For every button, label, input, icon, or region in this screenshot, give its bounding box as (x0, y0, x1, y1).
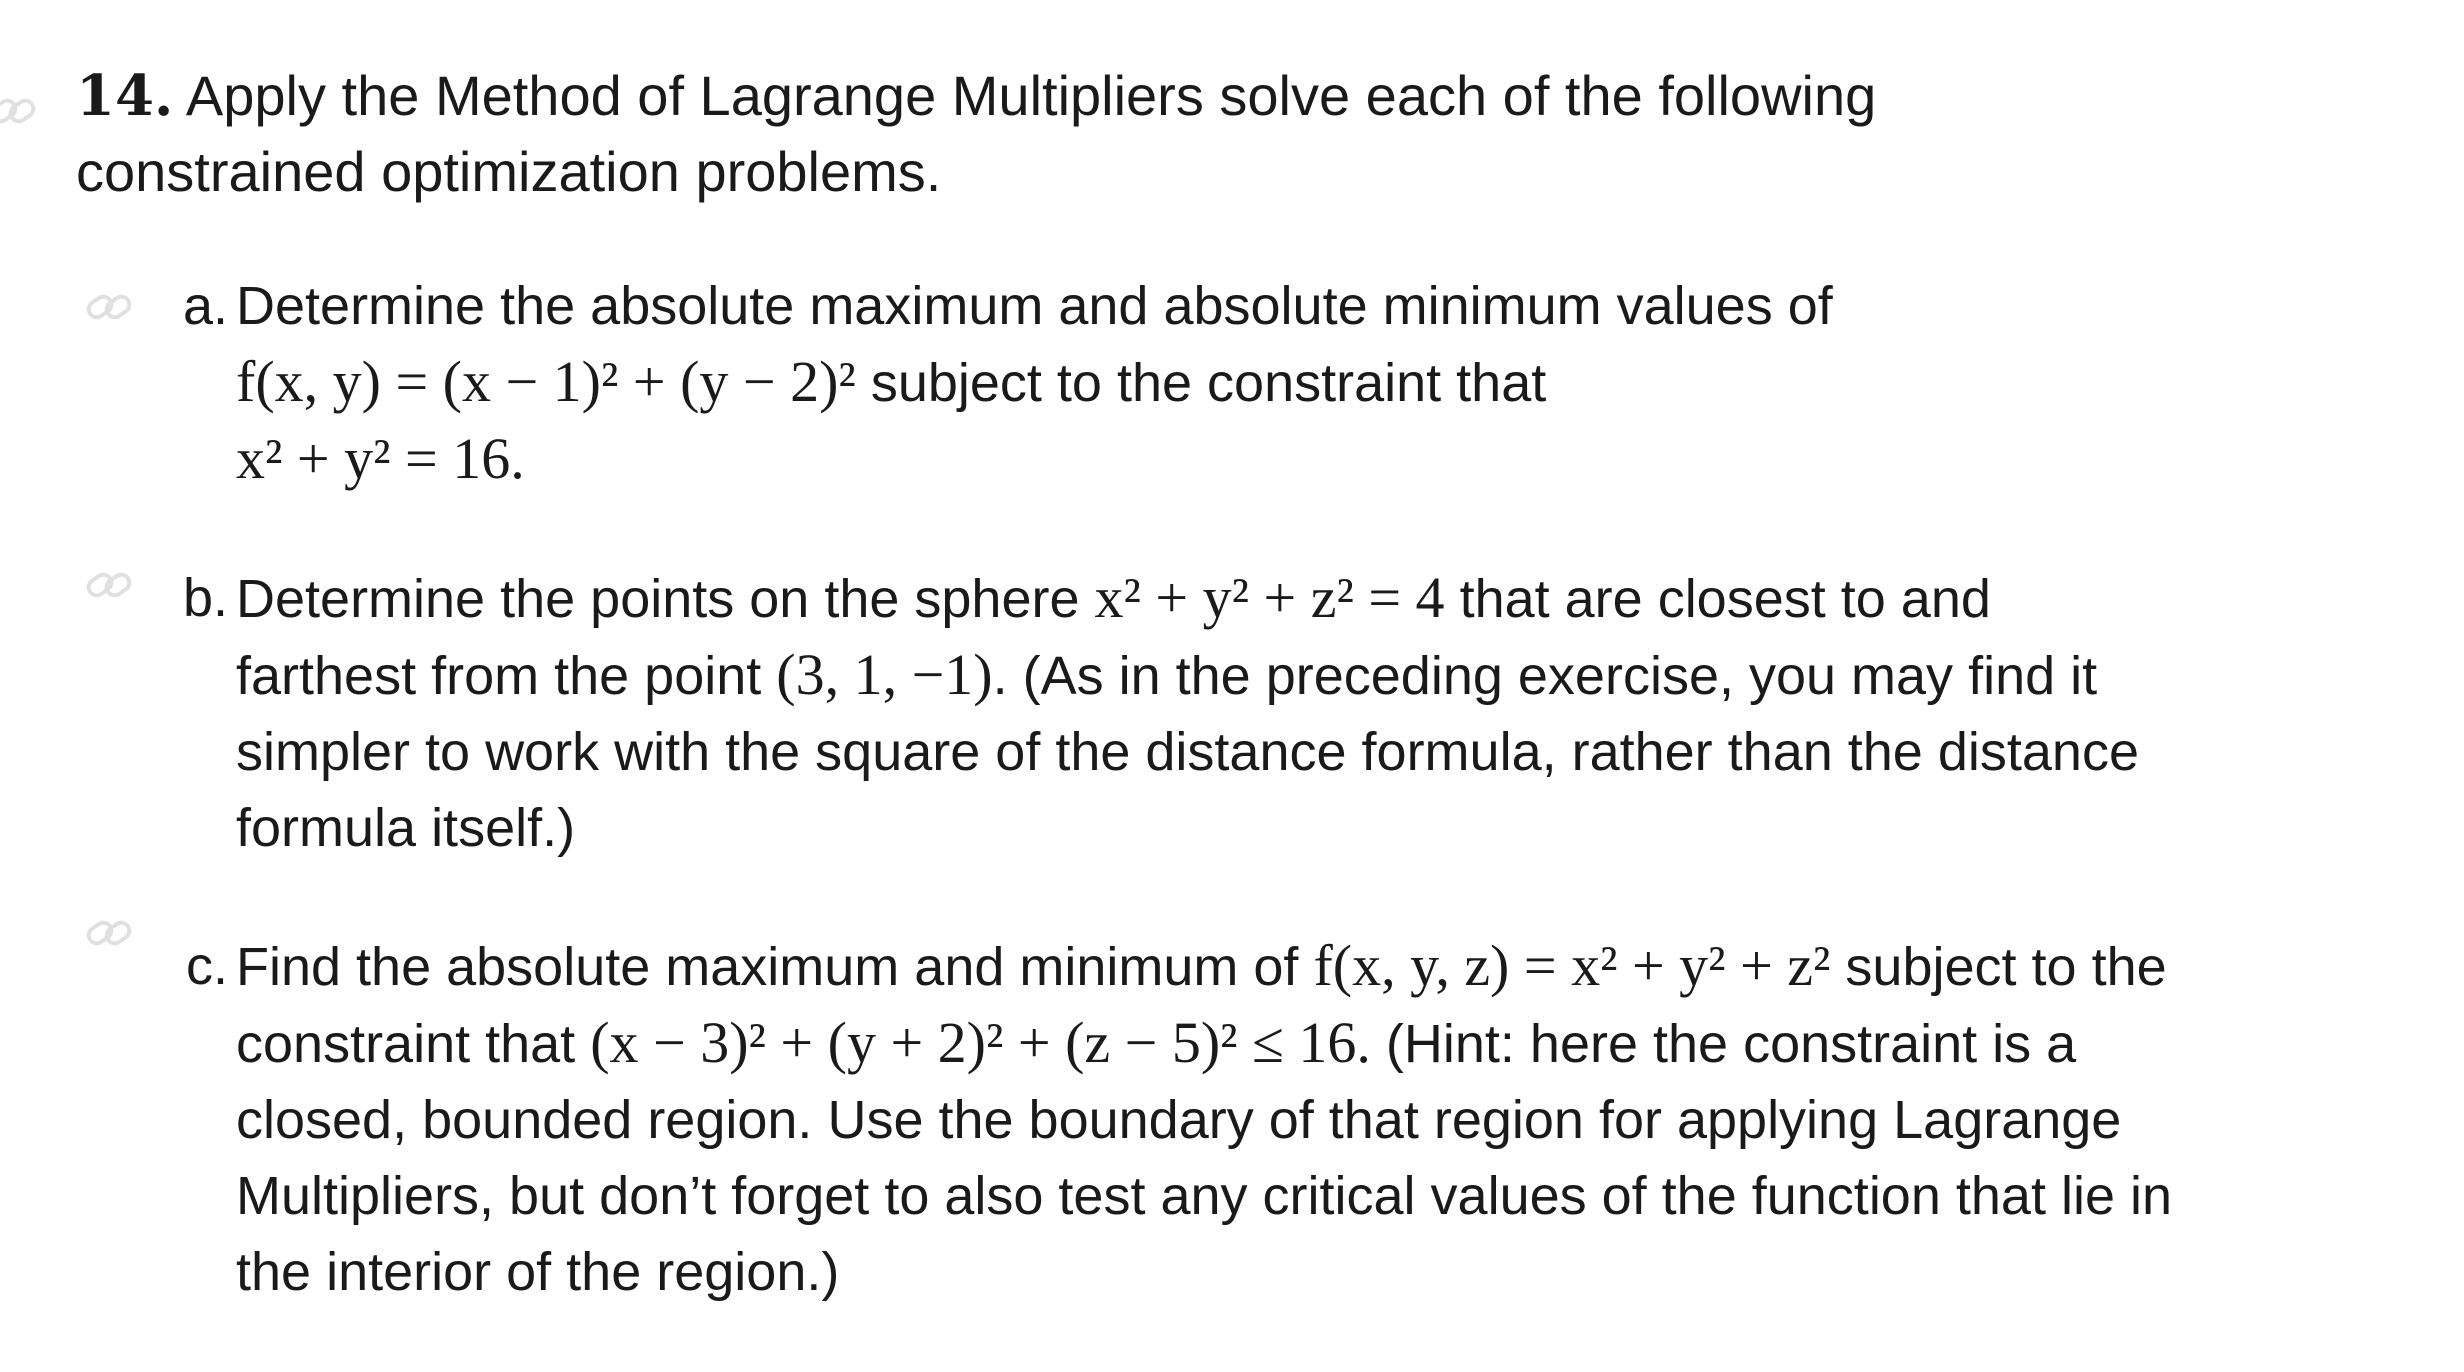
math-expression: (x − 3)² + (y + 2)² + (z − 5)² ≤ 16. (590, 1010, 1371, 1075)
link-icon[interactable] (86, 290, 132, 324)
part-text: Determine the points on the sphere (236, 569, 1095, 629)
part-label: a. (182, 276, 228, 336)
part-text: Find the absolute maximum and minimum of (236, 937, 1314, 997)
part-label: c. (185, 936, 228, 996)
part-c (185, 928, 2176, 1310)
question-heading (76, 58, 2176, 210)
part-text: that are closest to and farthest from the point (236, 569, 1991, 706)
math-expression: (3, 1, −1) (776, 642, 993, 707)
part-b (182, 560, 2176, 866)
question-prompt: Apply the Method of Lagrange Multipliers solve each of the following constrained optimization problems. (76, 64, 1877, 203)
part-label: b. (182, 568, 228, 628)
parts-list (76, 268, 2176, 1310)
math-expression: f(x, y) = (x − 1)² + (y − 2)² (236, 349, 856, 414)
part-text: . (As in the preceding exercise, you may find it simpler to work with the square of the distance formula, rather than the distance formula itself.) (236, 646, 2139, 858)
part-text: subject to the constraint that (236, 937, 2167, 1074)
part-text: subject to the constraint that (855, 353, 1547, 413)
part-text: (Hint: here the constraint is a closed, bounded region. Use the boundary of that region for applying Lagrange Multipliers, but don’t forget to also test any critical values of the function that lie in the interior of the region.) (236, 1014, 2173, 1302)
link-icon[interactable] (86, 568, 132, 602)
math-expression: f(x, y, z) = x² + y² + z² (1313, 933, 1831, 998)
math-expression: x² + y² = 16. (236, 426, 525, 491)
part-text: Determine the absolute maximum and absolute minimum values of (236, 276, 1833, 336)
part-a (182, 268, 2176, 498)
question-number: 14. (76, 63, 174, 129)
link-icon[interactable] (0, 94, 36, 128)
problem-page (76, 58, 2176, 1372)
math-expression: x² + y² + z² = 4 (1094, 565, 1445, 630)
link-icon[interactable] (86, 916, 132, 950)
